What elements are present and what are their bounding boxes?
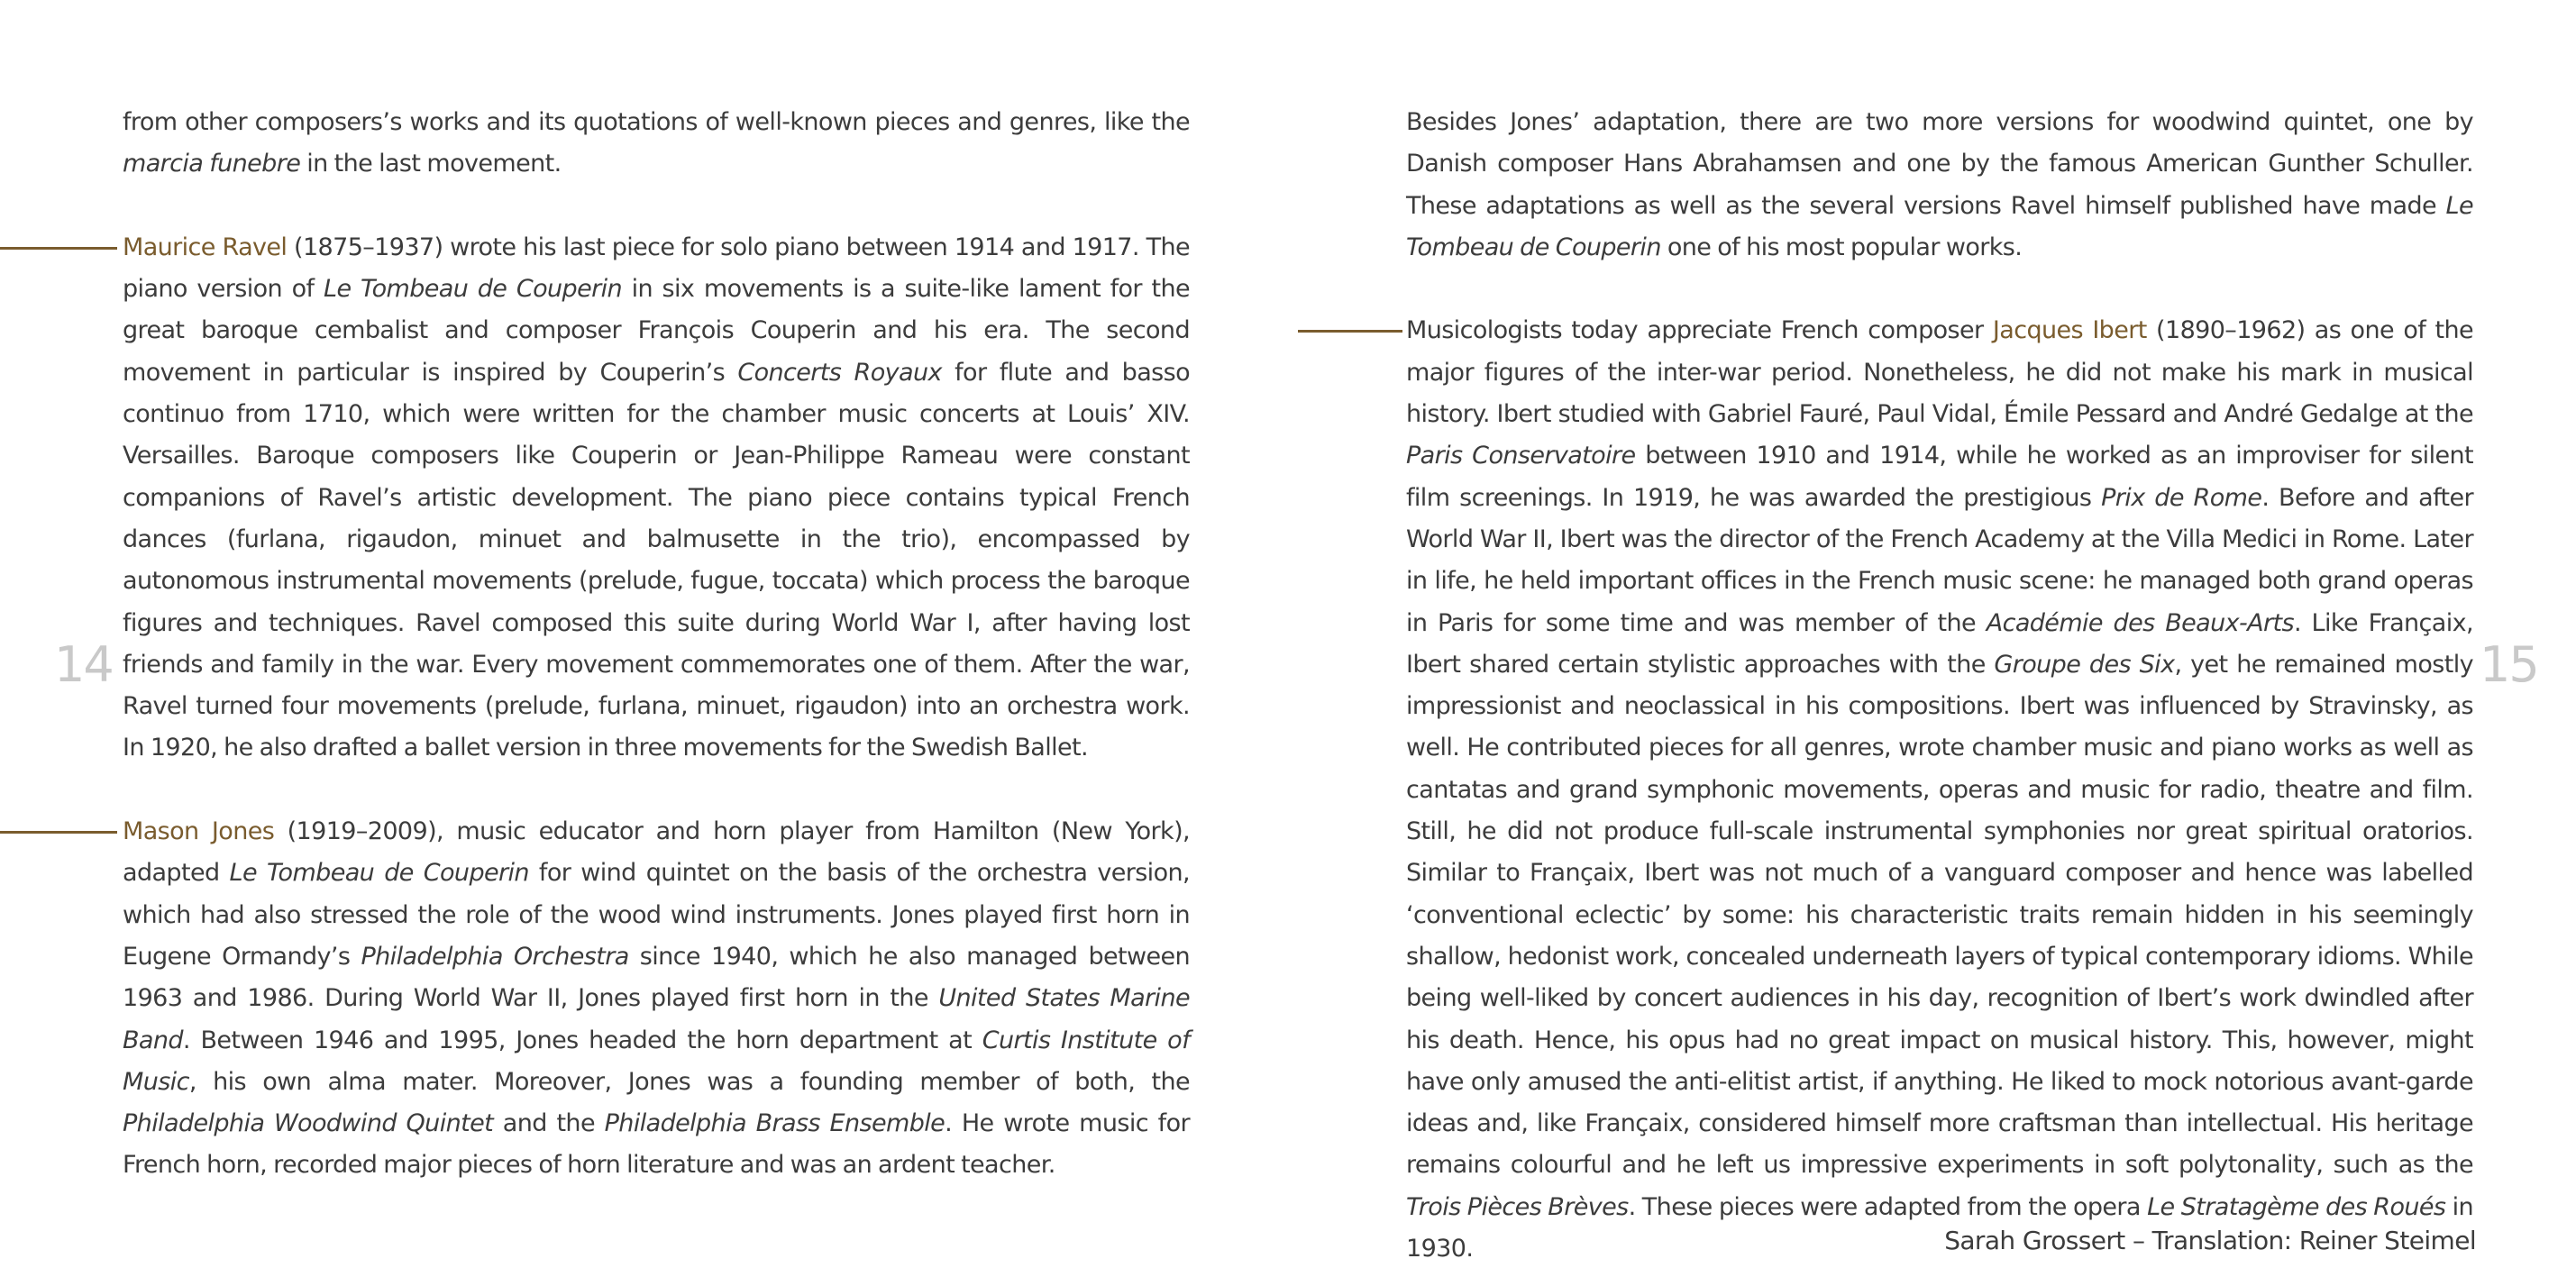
text-run: (1919–2009), music educator and horn player from Hamilton (New York), adapted [123, 817, 1191, 888]
composer-name: Mason Jones [123, 817, 275, 846]
text-run: . Before and after World War II, Ibert was the director of the French Academy at the Villa Medici in Rome. Later in life, he held important offices in the French music scene: he managed both grand operas in Paris for some time and was member of the [1406, 483, 2474, 637]
italic-title: Philadelphia Woodwind Quintet [123, 1109, 494, 1138]
text-run: . Between 1946 and 1995, Jones headed the horn department at [182, 1026, 982, 1054]
composer-name: Jacques Ibert [1992, 316, 2147, 345]
text-run: in the last movement. [300, 150, 562, 178]
right-text-column [1406, 102, 2473, 1270]
text-run: . These pieces were adapted from the opera [1628, 1192, 2148, 1221]
paragraph [123, 811, 1190, 1187]
text-run: one of his most popular works. [1660, 233, 2023, 261]
text-run: . He wrote music for French horn, recorded major pieces of horn literature and was an ardent teacher. [123, 1109, 1190, 1180]
text-run: (1890–1962) as one of the major figures of the inter-war period. Nonetheless, he did not make his mark in musical history. Ibert studied with Gabriel Fauré, Paul Vidal, Émile Pessard and André Gedalge at the [1406, 316, 2474, 429]
italic-title: Paris Conservatoire [1406, 442, 1636, 470]
page-number: 14 [54, 636, 113, 693]
text-run: in 1930. [1406, 1192, 2474, 1263]
italic-title: Curtis Institute of Music [123, 1026, 1190, 1096]
italic-title: marcia funebre [123, 150, 301, 178]
paragraph [1406, 102, 2473, 269]
italic-title: Le Stratagème des Roués [2147, 1192, 2446, 1221]
text-run: for flute and basso continuo from 1710, which were written for the chamber music concerts at Louis’ XIV. Versailles. Baroque composers like Couperin or Jean-Philippe Rameau were constant companions of Ravel’s artistic development. The piano piece contains typical French dances (furlana, rigaudon, minuet and balmusette in the trio), encompassed by autonomous instrumental movements (prelude, fugue, toccata) which process the baroque figures and techniques. Ravel composed this suite during World War I, after having lost friends and family in the war. Every movement commemorates one of them. After the war, Ravel turned four movements (prelude, furlana, minuet, rigaudon) into an orchestra work. In 1920, he also drafted a ballet version in three movements for the Swedish Ballet. [123, 358, 1191, 762]
italic-title: Le Tombeau de Couperin [1406, 191, 2473, 261]
right-page [1288, 0, 2576, 1277]
text-run: , his own alma mater. Moreover, Jones was a founding member of both, the [188, 1067, 1190, 1096]
section-marker-rule [0, 831, 117, 834]
italic-title: Groupe des Six [1994, 650, 2175, 679]
italic-title: United States Marine Band [123, 984, 1190, 1054]
text-run: (1875–1937) wrote his last piece for solo piano between 1914 and 1917. The piano version of [123, 233, 1190, 304]
italic-title: Concerts Royaux [737, 358, 942, 387]
italic-title: Philadelphia Brass Ensemble [604, 1109, 945, 1138]
italic-title: Trois Pièces Brèves [1406, 1192, 1629, 1221]
section-marker-rule [1298, 330, 1402, 333]
page-number: 15 [2480, 636, 2538, 693]
paragraph [123, 102, 1190, 186]
paragraph [1406, 310, 2473, 1270]
section-marker-rule [0, 247, 117, 250]
paragraph [123, 227, 1190, 770]
text-run: since 1940, which he also managed between 1963 and 1986. During World War II, Jones played first horn in the [123, 942, 1190, 1013]
italic-title: Le Tombeau de Couperin [229, 859, 529, 888]
text-run: between 1910 and 1914, while he worked as an improviser for silent film screenings. In 1919, he was awarded the prestigious [1406, 442, 2473, 512]
italic-title: Prix de Rome [2101, 483, 2262, 512]
text-run: in six movements is a suite-like lament for the great baroque cembalist and composer François Couperin and his era. The second movement in particular is inspired by Couperin’s [123, 275, 1191, 387]
text-run: Musicologists today appreciate French composer [1406, 316, 1993, 345]
italic-title: Philadelphia Orchestra [361, 942, 629, 971]
text-run: Besides Jones’ adaptation, there are two more versions for woodwind quintet, one by Danish composer Hans Abrahamsen and one by the famous American Gunther Schuller. These adaptations as well as the several versions Ravel himself published have made [1406, 108, 2473, 220]
italic-title: Académie des Beaux-Arts [1986, 608, 2294, 637]
text-run: from other composers’s works and its quotations of well-known pieces and genres, like the [123, 108, 1190, 136]
composer-name: Maurice Ravel [123, 233, 288, 261]
text-run: . Like Françaix, Ibert shared certain stylistic approaches with the [1406, 608, 2473, 679]
text-run: , yet he remained mostly impressionist and neoclassical in his compositions. Ibert was influenced by Stravinsky, as well. He contributed pieces for all genres, wrote chamber music and piano works as well as cantatas and grand symphonic movements, operas and music for radio, theatre and film. Still, he did not produce full-scale instrumental symphonies nor great spiritual oratorios. Similar to Françaix, Ibert was not much of a vanguard composer and hence was labelled ‘conventional eclectic’ by some: his characteristic traits remain hidden in his seemingly shallow, hedonist work, concealed underneath layers of typical contemporary idioms. While being well-liked by concert audiences in his day, recognition of Ibert’s work dwindled after his death. Hence, his opus had no great impact on musical history. This, however, might have only amused the anti-elitist artist, if anything. He liked to mock notorious avant-garde ideas and, like Françaix, considered himself more craftsman than intellectual. His heritage remains colourful and he left us impressive experiments in soft polytonality, such as the [1406, 650, 2473, 1180]
left-text-column [123, 102, 1190, 1187]
credits-line: Sarah Grossert – Translation: Reiner Steimel [1944, 1226, 2476, 1255]
text-run: for wind quintet on the basis of the orchestra version, which had also stressed the role of the wood wind instruments. Jones played first horn in Eugene Ormandy’s [123, 859, 1190, 971]
text-run: and the [493, 1109, 605, 1138]
italic-title: Le Tombeau de Couperin [324, 275, 623, 304]
